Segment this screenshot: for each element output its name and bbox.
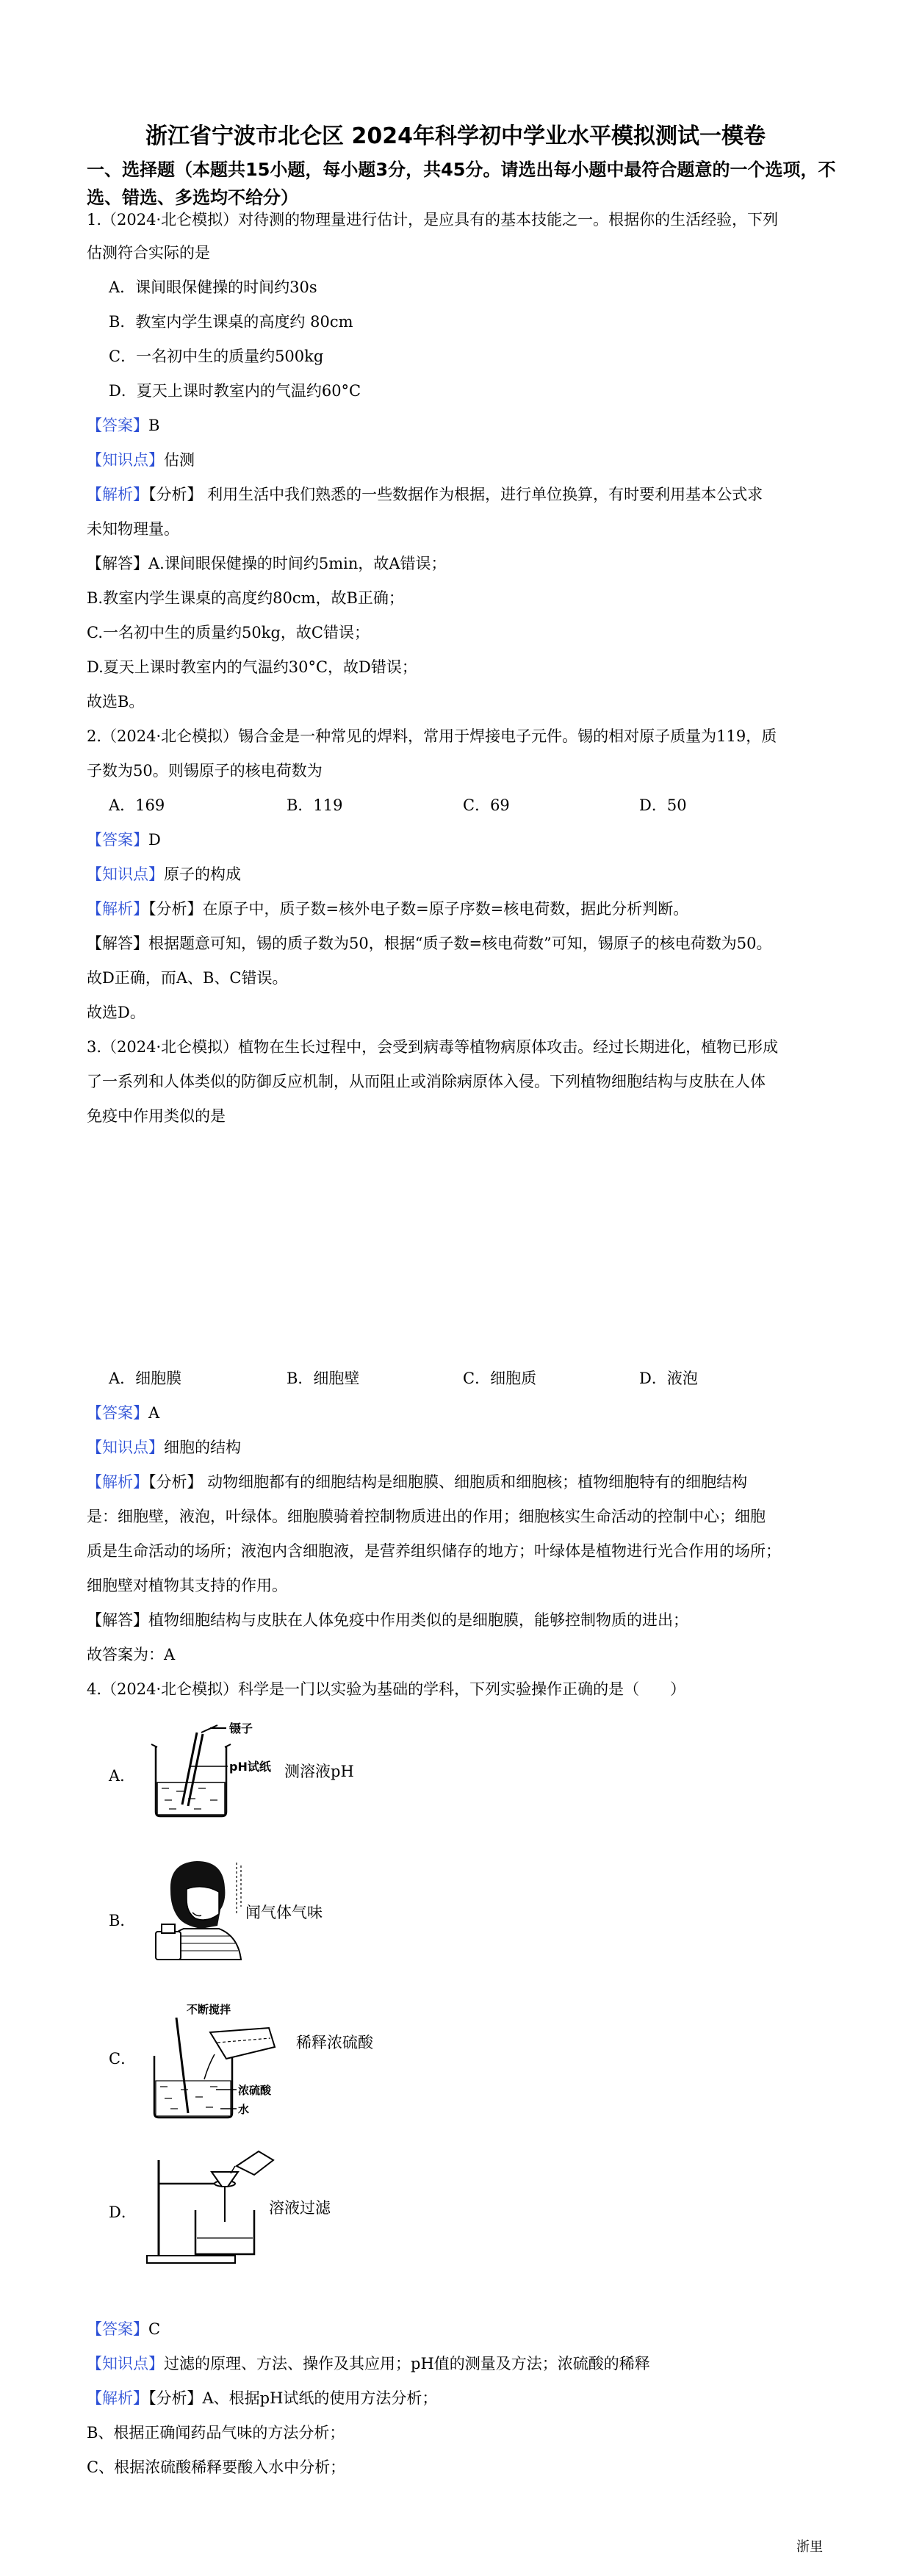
answer-tag: 【答案】 bbox=[87, 1404, 148, 1422]
section-heading: 一、选择题（本题共15小题，每小题3分，共45分。请选出每小题中最符合题意的一个选项，不选、错选、多选均不给分） bbox=[87, 159, 836, 208]
q3-option-a: A．细胞膜 bbox=[109, 1370, 182, 1387]
q2-solution-line: 故选D。 bbox=[87, 1004, 145, 1021]
q3-analysis bbox=[87, 1471, 747, 1493]
q1-stem-line: 1.（2024·北仑模拟）对待测的物理量进行估计，是应具有的基本技能之一。根据你的生活经验，下列 bbox=[87, 211, 779, 229]
q3-stem-line: 3.（2024·北仑模拟）植物在生长过程中，会受到病毒等植物病原体攻击。经过长期进化，植物已形成 bbox=[87, 1038, 779, 1056]
solution-text: A.课间眼保健操的时间约5min，故A错误； bbox=[148, 555, 447, 572]
solution-text: 根据题意可知，锡的质子数为50，根据“质子数=核电荷数”可知，锡原子的核电荷数为50。 bbox=[148, 935, 772, 952]
ph-paper-label: pH试纸 bbox=[229, 1760, 271, 1774]
q3-analysis-line: 质是生命活动的场所；液泡内含细胞液，是营养组织储存的地方；叶绿体是植物进行光合作用的场所； bbox=[87, 1542, 781, 1560]
q2-knowledge bbox=[87, 863, 241, 885]
analysis-text: 【分析】 动物细胞都有的细胞结构是细胞膜、细胞质和细胞核；植物细胞特有的细胞结构 bbox=[148, 1473, 748, 1491]
q3-stem-line: 了一系列和人体类似的防御反应机制，从而阻止或消除病原体入侵。下列植物细胞结构与皮肤在人体 bbox=[87, 1073, 766, 1090]
answer-value: D bbox=[148, 831, 161, 849]
q3-answer bbox=[87, 1402, 159, 1424]
q1-answer bbox=[87, 414, 159, 436]
q1-option-d: D．夏天上课时教室内的气温约60°C bbox=[109, 382, 361, 400]
q4-analysis bbox=[87, 2387, 437, 2409]
q4-option-c: C． bbox=[109, 2050, 137, 2068]
q1-solution-line: B.教室内学生课桌的高度约80cm，故B正确； bbox=[87, 589, 404, 607]
q3-option-b: B．细胞壁 bbox=[287, 1370, 360, 1387]
q3-option-c: C．细胞质 bbox=[463, 1370, 537, 1387]
q2-option-c: C．69 bbox=[463, 796, 510, 814]
q1-option-a: A．课间眼保健操的时间约30s bbox=[109, 278, 317, 296]
q1-solution bbox=[87, 553, 447, 575]
q2-stem-line: 2.（2024·北仑模拟）锡合金是一种常见的焊料，常用于焊接电子元件。锡的相对原子质量为119，质 bbox=[87, 727, 777, 745]
knowledge-tag: 【知识点】 bbox=[87, 1439, 164, 1456]
q2-stem-line: 子数为50。则锡原子的核电荷数为 bbox=[87, 762, 323, 780]
q3-solution bbox=[87, 1609, 688, 1631]
q2-solution bbox=[87, 932, 772, 954]
q4-caption-a: 测溶液pH bbox=[284, 1763, 354, 1780]
answer-value: C bbox=[148, 2320, 161, 2338]
q3-stem-line: 免疫中作用类似的是 bbox=[87, 1107, 226, 1125]
knowledge-value: 原子的构成 bbox=[164, 866, 241, 883]
answer-value: A bbox=[148, 1404, 160, 1422]
analysis-text: 【分析】在原子中，质子数=核外电子数=原子序数=核电荷数，据此分析判断。 bbox=[148, 900, 689, 918]
q2-answer bbox=[87, 829, 161, 851]
knowledge-tag: 【知识点】 bbox=[87, 866, 164, 883]
knowledge-value: 过滤的原理、方法、操作及其应用；pH值的测量及方法；浓硫酸的稀释 bbox=[164, 2355, 650, 2372]
q4-option-d: D． bbox=[109, 2203, 137, 2221]
q3-knowledge bbox=[87, 1436, 241, 1458]
analysis-tag: 【解析】 bbox=[87, 900, 148, 918]
q1-solution-line: C.一名初中生的质量约50kg，故C错误； bbox=[87, 624, 370, 641]
solution-tag: 【解答】 bbox=[87, 935, 148, 952]
q1-analysis bbox=[87, 483, 763, 506]
q1-option-b: B．教室内学生课桌的高度约 80cm bbox=[109, 313, 353, 331]
q3-analysis-line: 是：细胞壁，液泡，叶绿体。细胞膜骑着控制物质进出的作用；细胞核实生命活动的控制中心；细胞 bbox=[87, 1508, 766, 1525]
q4-caption-b: 闻气体气味 bbox=[245, 1904, 323, 1921]
q4-knowledge bbox=[87, 2353, 650, 2375]
q1-stem-line: 估测符合实际的是 bbox=[87, 244, 210, 262]
answer-value: B bbox=[148, 417, 160, 434]
q2-analysis bbox=[87, 898, 688, 920]
tweezers-label: 镊子 bbox=[229, 1721, 253, 1735]
q4-analysis-line: C、根据浓硫酸稀释要酸入水中分析； bbox=[87, 2458, 346, 2476]
q2-option-d: D．50 bbox=[639, 796, 687, 814]
q1-solution-line: 故选B。 bbox=[87, 693, 145, 710]
water-label: 水 bbox=[238, 2103, 250, 2116]
smell-gas-figure bbox=[154, 1855, 246, 1962]
q4-analysis-line: B、根据正确闻药品气味的方法分析； bbox=[87, 2424, 345, 2442]
q3-analysis-line: 细胞壁对植物其支持的作用。 bbox=[87, 1577, 287, 1594]
page-footer: 浙里 bbox=[796, 2539, 823, 2555]
q4-caption-d: 溶液过滤 bbox=[269, 2199, 331, 2217]
q4-stem-line: 4.（2024·北仑模拟）科学是一门以实验为基础的学科，下列实验操作正确的是（ ） bbox=[87, 1680, 686, 1698]
q1-option-c: C．一名初中生的质量约500kg bbox=[109, 348, 324, 365]
q4-option-b: B． bbox=[109, 1912, 136, 1929]
knowledge-tag: 【知识点】 bbox=[87, 2355, 164, 2372]
solution-text: 植物细胞结构与皮肤在人体免疫中作用类似的是细胞膜，能够控制物质的进出； bbox=[148, 1611, 688, 1629]
analysis-text: 【分析】 利用生活中我们熟悉的一些数据作为根据，进行单位换算，有时要利用基本公式求 bbox=[148, 486, 763, 503]
q2-option-a: A．169 bbox=[109, 796, 165, 814]
knowledge-value: 细胞的结构 bbox=[164, 1439, 241, 1456]
q1-knowledge bbox=[87, 449, 195, 471]
knowledge-value: 估测 bbox=[164, 451, 195, 469]
answer-tag: 【答案】 bbox=[87, 417, 148, 434]
answer-tag: 【答案】 bbox=[87, 2320, 148, 2338]
q4-option-a: A． bbox=[109, 1767, 136, 1785]
answer-tag: 【答案】 bbox=[87, 831, 148, 849]
analysis-text: 【分析】A、根据pH试纸的使用方法分析； bbox=[148, 2389, 438, 2407]
q4-caption-c: 稀释浓硫酸 bbox=[296, 2034, 373, 2051]
page-title: 浙江省宁波市北仑区 2024年科学初中学业水平模拟测试一模卷 bbox=[145, 123, 766, 149]
analysis-tag: 【解析】 bbox=[87, 486, 148, 503]
q2-option-b: B．119 bbox=[287, 796, 343, 814]
dilute-acid-figure bbox=[144, 1998, 306, 2120]
q4-answer bbox=[87, 2318, 160, 2340]
q1-analysis-line: 未知物理量。 bbox=[87, 520, 179, 538]
analysis-tag: 【解析】 bbox=[87, 1473, 148, 1491]
q1-solution-line: D.夏天上课时教室内的气温约30°C，故D错误； bbox=[87, 658, 417, 676]
q2-solution-line: 故D正确，而A、B、C错误。 bbox=[87, 969, 288, 987]
solution-tag: 【解答】 bbox=[87, 1611, 148, 1629]
q3-option-d: D．液泡 bbox=[639, 1370, 698, 1387]
stir-label: 不断搅拌 bbox=[187, 2003, 231, 2016]
acid-label: 浓硫酸 bbox=[238, 2084, 272, 2097]
knowledge-tag: 【知识点】 bbox=[87, 451, 164, 469]
q3-solution-line: 故答案为：A bbox=[87, 1646, 176, 1663]
solution-tag: 【解答】 bbox=[87, 555, 148, 572]
analysis-tag: 【解析】 bbox=[87, 2389, 148, 2407]
